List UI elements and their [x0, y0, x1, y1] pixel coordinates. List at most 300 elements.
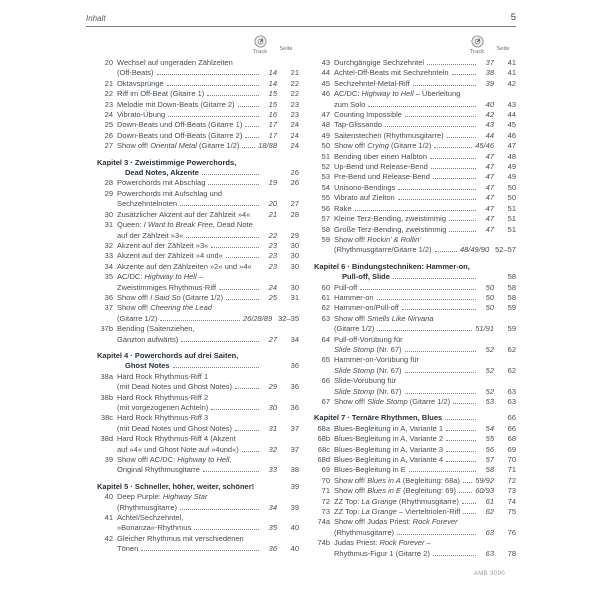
cd-track-number: 63: [321, 313, 330, 323]
entry-text: Melodie mit Down-Beats (Gitarre 2): [117, 99, 235, 109]
entry-text: Queen: I Want to Break Free, Dead Note: [117, 220, 253, 230]
page-ref: 32–35: [278, 313, 299, 323]
cd-track-number: 56: [321, 203, 330, 213]
toc-line: [314, 272, 516, 282]
toc-line: [97, 324, 299, 334]
dot-leader: [430, 157, 476, 159]
page-ref: 29: [290, 230, 299, 240]
entry-text: Pull-off: [334, 282, 358, 292]
catalog-number: AMB 3090: [473, 570, 505, 577]
entry-text: Show off! Cheering the Lead: [117, 303, 212, 313]
chapter-heading: [314, 413, 516, 423]
dot-leader: [446, 439, 476, 441]
toc-line: [314, 89, 516, 99]
toc-entry: [314, 193, 516, 203]
toc-line: [314, 225, 516, 235]
page-ref: 76: [507, 527, 516, 537]
entry-text: Show off! Blues in E (Begleitung: 69): [334, 486, 457, 496]
toc-entry: [97, 110, 299, 120]
entry-text: zum Solo: [334, 99, 366, 109]
cd-track-ref: 19: [268, 178, 277, 188]
toc-line: [314, 262, 516, 272]
dot-leader: [219, 288, 259, 290]
page-ref: 30: [290, 261, 299, 271]
toc-line: [314, 507, 516, 517]
dot-leader: [385, 125, 476, 127]
cd-track-ref: 47: [485, 214, 494, 224]
cd-track-number: 52: [321, 162, 330, 172]
dot-leader: [235, 429, 259, 431]
toc-entry: [314, 355, 516, 376]
entry-text: Kapitel 4 · Powerchords auf drei Saiten,: [97, 350, 239, 360]
toc-entry: [97, 303, 299, 324]
entry-text: Oktavsprünge: [117, 78, 164, 88]
entry-text: Ghost Notes: [125, 361, 170, 371]
cd-track-number: 36: [104, 292, 113, 302]
toc-line: [314, 79, 516, 89]
cd-track-number: 58: [321, 224, 330, 234]
toc-line: [314, 162, 516, 172]
dot-leader: [398, 198, 476, 200]
toc-entry: [314, 486, 516, 496]
toc-line: [314, 497, 516, 507]
entry-text: Show off! Crying (Gitarre 1/2): [334, 141, 432, 151]
toc-entry: [314, 183, 516, 193]
toc-line: [97, 58, 299, 68]
toc-entry: [97, 189, 299, 210]
toc-line: [314, 58, 516, 68]
toc-entry: [314, 445, 516, 455]
toc-entry: [314, 517, 516, 538]
toc-entry: [314, 397, 516, 407]
dot-leader: [409, 470, 476, 472]
cd-track-ref: 33: [268, 465, 277, 475]
cd-track-ref: 29: [268, 382, 277, 392]
page-column-header: [490, 37, 516, 55]
toc-entry: [314, 283, 516, 293]
dot-leader: [452, 73, 477, 75]
entry-text: Akzent auf der Zählzeit »3«: [117, 240, 209, 250]
dot-leader: [459, 491, 472, 493]
dot-leader: [238, 105, 259, 107]
entry-text: Bending (Saitenziehen,: [117, 324, 195, 334]
cd-track-ref: 62: [485, 507, 494, 517]
page-ref: 58: [507, 272, 516, 282]
dot-leader: [433, 177, 476, 179]
cd-track-number: 30: [104, 209, 113, 219]
toc-entry: [97, 434, 299, 455]
entry-text: AC/DC: Highway to Hell –: [117, 272, 203, 282]
cd-track-ref: 47: [485, 224, 494, 234]
cd-track-number: 40: [104, 492, 113, 502]
cd-track-number: 25: [104, 120, 113, 130]
entry-text: Kapitel 5 · Schneller, höher, weiter, schöner!: [97, 481, 255, 491]
cd-icon: [471, 35, 484, 48]
toc-entry: [314, 376, 516, 397]
entry-text: Slide Stomp (Nr. 67): [334, 365, 402, 375]
dot-leader: [447, 136, 476, 138]
toc-line: [97, 445, 299, 455]
toc-entry: [314, 214, 516, 224]
toc-line: [97, 158, 299, 168]
toc-line: [314, 141, 516, 151]
entry-text: Tap-Glissando: [334, 120, 382, 130]
cd-track-ref: 43: [485, 120, 494, 130]
dot-leader: [449, 230, 476, 232]
dot-leader: [402, 308, 476, 310]
toc-line: [314, 245, 516, 255]
toc-page: [86, 12, 516, 590]
toc-line: [97, 168, 299, 178]
toc-line: [97, 89, 299, 99]
toc-entry: [314, 497, 516, 507]
page-ref: 58: [507, 292, 516, 302]
toc-line: [314, 528, 516, 538]
cd-track-ref: 45/46: [475, 141, 494, 151]
toc-entry: [97, 141, 299, 151]
cd-track-number: 68d: [317, 455, 330, 465]
page-ref: 43: [507, 99, 516, 109]
cd-track-number: 66: [321, 376, 330, 386]
entry-text: Hard Rock Rhythmus-Riff 3: [117, 413, 209, 423]
page-ref: 66: [507, 413, 516, 423]
toc-line: [97, 210, 299, 220]
toc-line: [97, 413, 299, 423]
toc-list-right: [314, 58, 516, 559]
toc-line: [314, 152, 516, 162]
entry-text: Sechzehntelnoten: [117, 199, 178, 209]
page-ref: 68: [507, 434, 516, 444]
toc-entry: [97, 262, 299, 272]
cd-track-number: 34: [104, 261, 113, 271]
page-ref: 72: [507, 475, 516, 485]
dot-leader: [462, 502, 476, 504]
toc-entry: [314, 152, 516, 162]
entry-text: Hard Rock Rhythmus-Riff 4 (Akzent: [117, 434, 236, 444]
cd-track-ref: 15: [268, 99, 277, 109]
chapter-heading: [97, 351, 299, 372]
page-ref: 66: [507, 423, 516, 433]
entry-text: Vibrato auf Zielton: [334, 193, 395, 203]
entry-text: Counting Impossible: [334, 110, 402, 120]
page-ref: 49: [507, 172, 516, 182]
entry-text: (Rhythmusgitarre): [334, 527, 395, 537]
entry-text: ZZ Top: La Grange (Rhythmusgitarre): [334, 496, 459, 506]
cd-track-ref: 23: [268, 251, 277, 261]
cd-track-ref: 27: [268, 334, 277, 344]
toc-entry: [97, 220, 299, 241]
dot-leader: [413, 84, 476, 86]
entry-text: Deep Purple: Highway Star: [117, 492, 208, 502]
dot-leader: [405, 371, 476, 373]
page-ref: 62: [507, 365, 516, 375]
cd-track-ref: 63: [485, 548, 494, 558]
page-ref: 24: [290, 120, 299, 130]
column-header-right: [314, 30, 516, 55]
dot-leader: [405, 350, 476, 352]
cd-track-ref: 54: [485, 423, 494, 433]
toc-line: [97, 131, 299, 141]
entry-text: Show off! Oriental Metal (Gitarre 1/2): [117, 141, 240, 151]
toc-line: [314, 476, 516, 486]
toc-entry: [97, 393, 299, 414]
dot-leader: [377, 329, 472, 331]
toc-entry: [97, 455, 299, 476]
cd-track-number: 24: [104, 110, 113, 120]
dot-leader: [181, 340, 259, 342]
toc-entry: [314, 434, 516, 444]
page-ref: 51: [507, 203, 516, 213]
dot-leader: [446, 450, 476, 452]
toc-line: [97, 220, 299, 230]
dot-leader: [208, 183, 259, 185]
entry-text: Blues-Begleitung in A, Variante 1: [334, 423, 444, 433]
cd-track-ref: 38: [485, 68, 494, 78]
dot-leader: [433, 554, 476, 556]
cd-track-number: 37: [104, 303, 113, 313]
entry-text: Up-Bend und Release-Bend: [334, 162, 428, 172]
entry-text: Blues-Begleitung in A, Variante 2: [334, 434, 444, 444]
toc-entry: [314, 455, 516, 465]
cd-track-ref: 42: [485, 110, 494, 120]
toc-line: [314, 214, 516, 224]
entry-text: Zusätzlicher Akzent auf der Zählzeit »4«: [117, 209, 251, 219]
toc-line: [97, 120, 299, 130]
dot-leader: [257, 488, 259, 489]
toc-line: [97, 251, 299, 261]
entry-text: Kapitel 7 · Ternäre Rhythmen, Blues: [314, 413, 443, 423]
cd-track-ref: 17: [268, 120, 277, 130]
cd-track-ref: 22: [268, 230, 277, 240]
toc-line: [314, 110, 516, 120]
cd-track-number: 28: [104, 178, 113, 188]
toc-line: [314, 424, 516, 434]
toc-line: [314, 131, 516, 141]
dot-leader: [245, 125, 259, 127]
toc-line: [97, 231, 299, 241]
page-ref: 70: [507, 455, 516, 465]
entry-text: Show off! Blues in A (Begleitung: 68a): [334, 475, 460, 485]
dot-leader: [405, 392, 476, 394]
cd-track-number: 65: [321, 355, 330, 365]
toc-column-left: [86, 30, 299, 559]
entry-text: Tönen: [117, 544, 139, 554]
toc-line: [97, 403, 299, 413]
entry-text: Pull-off-Vorübung für: [334, 334, 403, 344]
page-ref: 40: [290, 544, 299, 554]
toc-line: [97, 189, 299, 199]
toc-line: [97, 544, 299, 554]
cd-track-number: 53: [321, 172, 330, 182]
cd-track-ref: 14: [268, 78, 277, 88]
entry-text: Ganzton aufwärts): [117, 334, 179, 344]
page-ref: 39: [290, 481, 300, 491]
cd-track-number: 49: [321, 130, 330, 140]
toc-line: [97, 351, 299, 361]
toc-entry: [314, 303, 516, 313]
toc-line: [97, 335, 299, 345]
cd-track-number: 27: [104, 141, 113, 151]
cd-track-ref: 23: [268, 240, 277, 250]
page-ref: 62: [507, 344, 516, 354]
page-ref: 74: [507, 496, 516, 506]
cd-track-ref: 16: [268, 110, 277, 120]
entry-text: Riff im Off-Beat (Gitarre 1): [117, 89, 205, 99]
page-ref: 22: [290, 89, 299, 99]
column-header-left: [97, 30, 299, 55]
toc-line: [314, 100, 516, 110]
toc-line: [314, 538, 516, 548]
toc-entry: [314, 204, 516, 214]
toc-entry: [314, 293, 516, 303]
toc-line: [314, 303, 516, 313]
page-title: Inhalt: [86, 14, 106, 23]
cd-track-number: 54: [321, 182, 330, 192]
page-ref: 28: [290, 209, 299, 219]
dot-leader: [180, 508, 259, 510]
toc-line: [314, 204, 516, 214]
cd-track-number: 64: [321, 334, 330, 344]
cd-track-ref: 52: [485, 386, 494, 396]
cd-track-number: 71: [321, 486, 330, 496]
dot-leader: [168, 115, 259, 117]
entry-text: Original Rhythmusgitarre: [117, 465, 200, 475]
page-ref: 48: [507, 151, 516, 161]
cd-track-ref: 37: [485, 58, 494, 67]
page-ref: 75: [507, 507, 516, 517]
cd-track-number: 41: [104, 513, 113, 523]
dot-leader: [446, 460, 476, 462]
toc-entry: [97, 131, 299, 141]
dot-leader: [377, 298, 476, 300]
cd-track-number: 61: [321, 292, 330, 302]
toc-entry: [314, 89, 516, 110]
cd-track-ref: 60/93: [475, 486, 494, 496]
page-ref: 23: [290, 99, 299, 109]
cd-track-number: 45: [321, 78, 330, 88]
cd-track-number: 70: [321, 475, 330, 485]
toc-line: [97, 241, 299, 251]
cd-track-number: 38b: [100, 392, 113, 402]
entry-text: Hard Rock Rhythmus-Riff 2: [117, 392, 209, 402]
dot-leader: [463, 512, 476, 514]
page-ref: 42: [507, 78, 516, 88]
entry-text: Slide-Vorübung für: [334, 376, 397, 386]
cd-track-ref: 55: [485, 434, 494, 444]
cd-track-number: 73: [321, 507, 330, 517]
toc-line: [97, 361, 299, 371]
dot-leader: [211, 408, 259, 410]
page-ref: 39: [290, 502, 299, 512]
dot-leader: [235, 387, 259, 389]
chapter-heading: [97, 482, 299, 492]
dot-leader: [445, 418, 476, 420]
entry-text: Blues-Begleitung in E: [334, 465, 406, 475]
cd-track-ref: 58: [485, 465, 494, 475]
toc-line: [97, 79, 299, 89]
toc-line: [97, 314, 299, 324]
entry-text: Große Terz-Bending, zweistimmig: [334, 224, 447, 234]
cd-track-ref: 61: [485, 496, 494, 506]
toc-entry: [314, 335, 516, 356]
entry-text: Judas Priest: Rock Forever –: [334, 538, 431, 548]
cd-track-number: 32: [104, 240, 113, 250]
page-ref: 59: [507, 324, 516, 334]
cd-track-number: 50: [321, 141, 330, 151]
toc-line: [314, 465, 516, 475]
dot-leader: [242, 146, 255, 148]
toc-entry: [314, 507, 516, 517]
cd-track-number: 38a: [100, 371, 113, 381]
page-ref: 37: [290, 444, 299, 454]
entry-text: auf »4« und Ghost Note auf »4und«): [117, 444, 239, 454]
page-ref: 24: [290, 130, 299, 140]
cd-track-ref: 44: [485, 130, 494, 140]
page-number: 5: [510, 12, 516, 23]
cd-track-number: 57: [321, 214, 330, 224]
toc-line: [97, 372, 299, 382]
toc-entry: [97, 210, 299, 220]
toc-line: [314, 413, 516, 423]
cd-track-ref: 52: [485, 365, 494, 375]
entry-text: Show off! Slide Stomp (Gitarre 1/2): [334, 397, 451, 406]
entry-text: (Off-Beats): [117, 68, 154, 78]
toc-line: [314, 193, 516, 203]
entry-text: Show off! I Said So (Gitarre 1/2): [117, 292, 224, 302]
toc-line: [314, 434, 516, 444]
toc-line: [314, 183, 516, 193]
page-ref: 30: [290, 251, 299, 261]
dot-leader: [397, 533, 476, 535]
cd-track-ref: 50: [485, 282, 494, 292]
dot-leader: [167, 84, 259, 86]
toc-entry: [314, 172, 516, 182]
toc-entry: [97, 79, 299, 89]
entry-text: Show off! Rockin’ & Rollin’: [334, 234, 421, 244]
dot-leader: [173, 366, 259, 368]
toc-line: [97, 434, 299, 444]
cd-track-ref: 57: [485, 455, 494, 465]
cd-track-number: 33: [104, 251, 113, 261]
toc-line: [314, 293, 516, 303]
cd-track-number: 48: [321, 120, 330, 130]
entry-text: Rhythmus-Figur 1 (Gitarre 2): [334, 548, 430, 558]
dot-leader: [211, 246, 259, 248]
cd-track-ref: 48/49/90: [459, 245, 490, 255]
cd-track-ref: 34: [268, 502, 277, 512]
page-column-header: [273, 37, 299, 55]
toc-line: [97, 293, 299, 303]
toc-entry: [314, 225, 516, 235]
cd-track-number: 44: [321, 68, 330, 78]
cd-track-ref: 26/28/89: [242, 313, 273, 323]
cd-track-number: 42: [104, 533, 113, 543]
track-column-header: [247, 35, 273, 55]
entry-text: (Rhythmusgitarre/Gitarre 1/2): [334, 245, 432, 255]
dot-leader: [405, 115, 476, 117]
dot-leader: [202, 173, 259, 175]
entry-text: Show off! AC/DC: Highway to Hell,: [117, 455, 232, 465]
entry-text: Hard Rock Rhythmus-Riff 1: [117, 371, 209, 381]
cd-track-ref: 52: [485, 344, 494, 354]
toc-line: [314, 324, 516, 334]
cd-track-number: 62: [321, 303, 330, 313]
page-ref: 37: [290, 423, 299, 433]
toc-line: [97, 382, 299, 392]
entry-text: Down-Beats und Off-Beats (Gitarre 1): [117, 120, 243, 130]
page-ref: 59: [507, 303, 516, 313]
toc-columns: [86, 30, 516, 559]
